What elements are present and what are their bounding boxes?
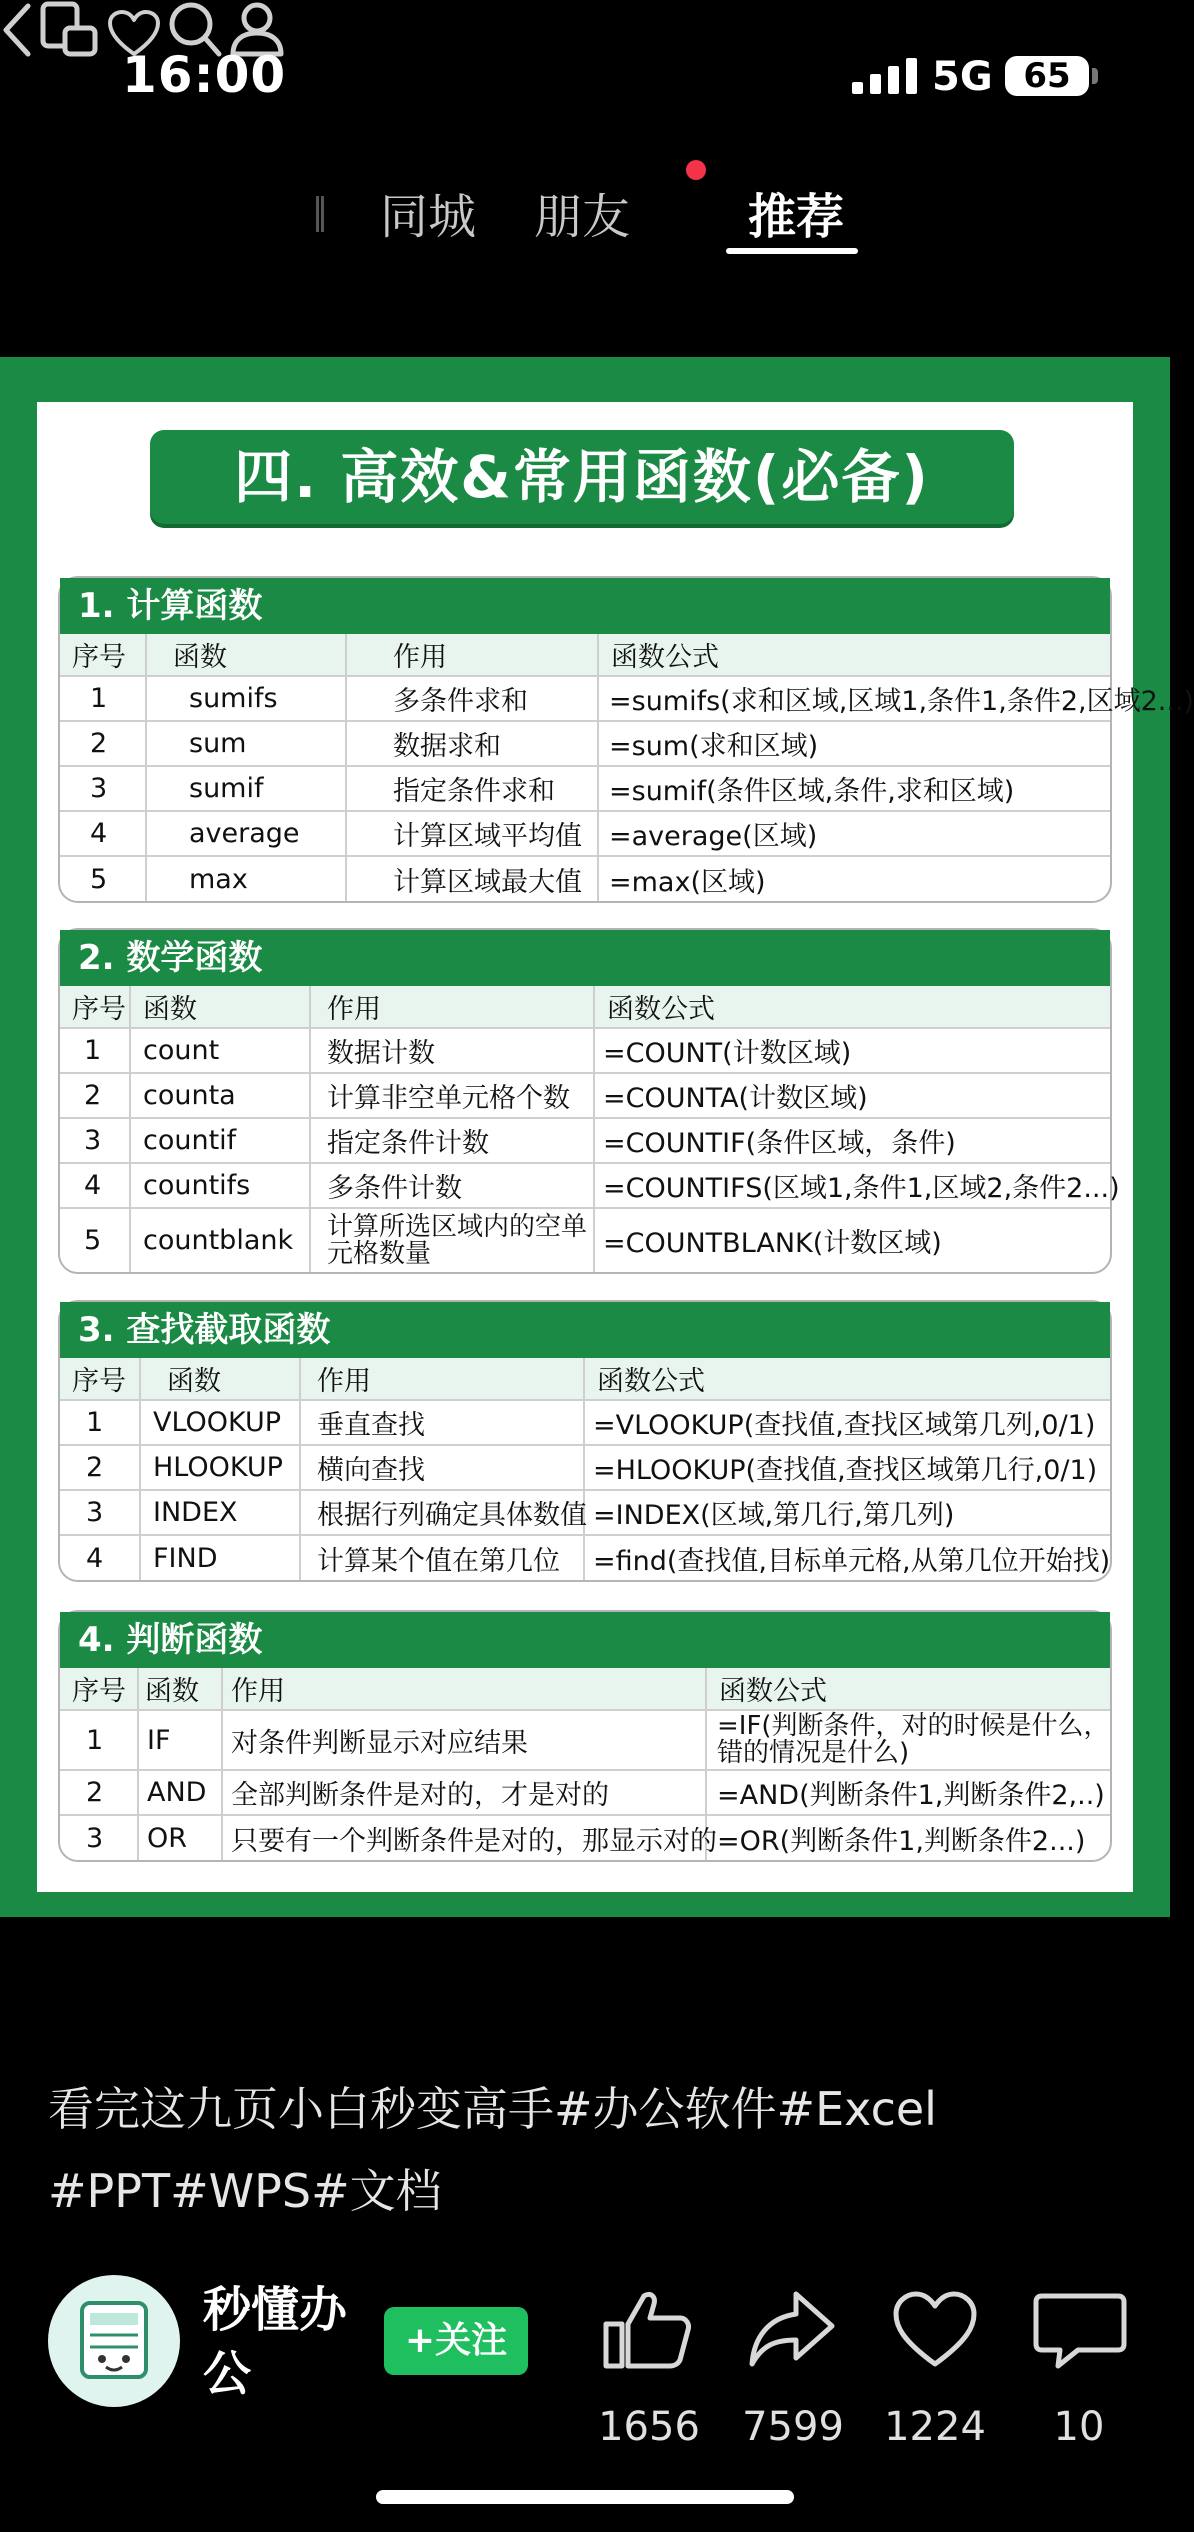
cell-formula: =sumif(条件区域,条件,求和区域) <box>598 766 1110 811</box>
function-table <box>60 1358 1110 1580</box>
cell-formula: =sum(求和区域) <box>598 721 1110 766</box>
col-header: 函数公式 <box>598 634 1110 676</box>
share-icon <box>728 2286 858 2372</box>
function-table <box>60 986 1120 1272</box>
cell-index: 2 <box>60 1770 138 1815</box>
col-header: 函数 <box>146 634 346 676</box>
cell-index: 3 <box>60 1490 140 1535</box>
cell-index: 1 <box>60 676 146 721</box>
cell-purpose: 只要有一个判断条件是对的，那显示对的 <box>222 1815 706 1860</box>
share-count: 7599 <box>742 2404 844 2450</box>
home-indicator[interactable] <box>376 2490 794 2504</box>
cell-formula: =sumifs(求和区域,区域1,条件1,条件2,区域2...) <box>598 676 1110 721</box>
favorite-icon <box>870 2286 1000 2372</box>
cell-purpose: 全部判断条件是对的，才是对的 <box>222 1770 706 1815</box>
author-name[interactable]: 秒懂办公 <box>203 2282 348 2402</box>
section-heading: 1. 计算函数 <box>60 578 1110 634</box>
cell-function: IF <box>138 1710 222 1770</box>
cell-index: 1 <box>60 1710 138 1770</box>
follow-button[interactable]: +关注 <box>384 2307 528 2375</box>
cell-index: 5 <box>60 856 146 901</box>
like-button[interactable] <box>584 2286 714 2450</box>
cell-purpose: 对条件判断显示对应结果 <box>222 1710 706 1770</box>
cell-formula: =COUNTIF(条件区域，条件) <box>594 1118 1110 1163</box>
cell-index: 1 <box>60 1028 130 1073</box>
battery-icon: 65 <box>1005 56 1089 96</box>
table-row <box>60 721 1110 766</box>
cell-formula: =find(查找值,目标单元格,从第几位开始找) <box>593 1545 1111 1577</box>
table-row <box>60 1490 1110 1535</box>
cell-index: 2 <box>60 721 146 766</box>
status-time: 16:00 <box>122 46 287 104</box>
cell-purpose: 数据计数 <box>310 1028 594 1073</box>
cell-formula: =COUNTBLANK(计数区域) <box>603 1228 942 1259</box>
tab-recommend[interactable]: 推荐 <box>748 189 845 245</box>
cell-index: 3 <box>60 1815 138 1860</box>
col-header: 函数公式 <box>706 1668 1110 1710</box>
cell-function: AND <box>138 1770 222 1815</box>
table-row <box>60 1028 1110 1073</box>
cell-purpose: 根据行列确定具体数值 <box>300 1490 584 1535</box>
cell-function: OR <box>138 1815 222 1860</box>
table-row <box>60 1118 1110 1163</box>
notification-dot <box>686 160 706 180</box>
comment-count: 10 <box>1053 2404 1105 2450</box>
cell-formula: =average(区域) <box>598 811 1110 856</box>
table-row <box>60 1710 1110 1770</box>
cell-purpose: 多条件计数 <box>310 1163 594 1208</box>
post-caption[interactable]: 看完这九页小白秒变高手#办公软件#Excel #PPT#WPS#文档 <box>48 2082 937 2218</box>
comment-button[interactable] <box>1014 2286 1144 2450</box>
cell-index: 5 <box>60 1208 130 1272</box>
tab-local[interactable]: 同城 <box>380 189 477 245</box>
cell-function: countblank <box>130 1208 310 1272</box>
table-row <box>60 1073 1110 1118</box>
cell-index: 4 <box>60 1163 130 1208</box>
cell-index: 2 <box>60 1445 140 1490</box>
cell-index: 3 <box>60 766 146 811</box>
favorite-button[interactable] <box>870 2286 1000 2450</box>
cell-function: max <box>146 856 346 901</box>
col-header: 序号 <box>60 1668 138 1710</box>
col-header: 作用 <box>310 986 594 1028</box>
cell-purpose: 计算所选区域内的空单元格数量 <box>310 1208 594 1272</box>
col-header: 序号 <box>60 986 130 1028</box>
table-row <box>60 811 1110 856</box>
col-header: 序号 <box>60 634 146 676</box>
avatar[interactable] <box>48 2275 180 2407</box>
poster-title: 四. 高效&常用函数(必备) <box>150 430 1014 524</box>
cell-index: 3 <box>60 1118 130 1163</box>
like-count: 1656 <box>598 2404 700 2450</box>
col-header: 作用 <box>300 1358 584 1400</box>
table-row <box>60 1770 1110 1815</box>
col-header: 函数 <box>138 1668 222 1710</box>
col-header: 作用 <box>346 634 598 676</box>
table-row <box>60 1445 1110 1490</box>
cell-formula: =IF(判断条件，对的时候是什么，错的情况是什么) <box>706 1710 1110 1770</box>
cell-purpose: 计算非空单元格个数 <box>310 1073 594 1118</box>
table-row <box>60 1815 1110 1860</box>
section-lookup-functions <box>58 1300 1112 1582</box>
cell-purpose: 数据求和 <box>346 721 598 766</box>
col-header: 函数公式 <box>584 1358 1110 1400</box>
cell-function: countifs <box>130 1163 310 1208</box>
cell-purpose: 多条件求和 <box>346 676 598 721</box>
cell-formula: =AND(判断条件1,判断条件2,..) <box>706 1770 1110 1815</box>
cell-purpose: 指定条件计数 <box>310 1118 594 1163</box>
cell-function: sumif <box>146 766 346 811</box>
active-tab-indicator <box>726 248 858 254</box>
favorite-count: 1224 <box>884 2404 986 2450</box>
like-icon <box>584 2286 714 2372</box>
table-row <box>60 1400 1110 1445</box>
col-header: 序号 <box>60 1358 140 1400</box>
cell-function: FIND <box>140 1535 300 1580</box>
cell-formula: =OR(判断条件1,判断条件2...) <box>717 1825 1086 1857</box>
cell-purpose: 指定条件求和 <box>346 766 598 811</box>
table-row <box>60 856 1110 901</box>
function-table <box>60 634 1194 901</box>
cell-index: 1 <box>60 1400 140 1445</box>
section-calc-functions <box>58 576 1194 903</box>
cell-formula: =COUNTA(计数区域) <box>594 1073 1110 1118</box>
col-header: 函数 <box>140 1358 300 1400</box>
status-bar <box>0 0 1170 150</box>
comment-icon <box>1014 2286 1144 2372</box>
col-header: 函数公式 <box>594 986 1110 1028</box>
battery-tip <box>1092 68 1098 84</box>
col-header: 作用 <box>222 1668 706 1710</box>
cell-function: INDEX <box>140 1490 300 1535</box>
cell-formula: =VLOOKUP(查找值,查找区域第几列,0/1) <box>584 1400 1110 1445</box>
cell-formula: =INDEX(区域,第几行,第几列) <box>584 1490 1110 1535</box>
cell-function: VLOOKUP <box>140 1400 300 1445</box>
share-button[interactable] <box>728 2286 858 2450</box>
section-math-functions <box>58 928 1120 1274</box>
cell-index: 2 <box>60 1073 130 1118</box>
cell-purpose: 垂直查找 <box>300 1400 584 1445</box>
table-row <box>60 676 1110 721</box>
table-row <box>60 1163 1110 1208</box>
function-table <box>60 1668 1110 1860</box>
section-heading: 3. 查找截取函数 <box>60 1302 1110 1358</box>
cell-function: HLOOKUP <box>140 1445 300 1490</box>
cell-function: sum <box>146 721 346 766</box>
cell-function: countif <box>130 1118 310 1163</box>
signal-icon <box>852 58 918 94</box>
cell-purpose: 横向查找 <box>300 1445 584 1490</box>
avatar-icon <box>48 2275 180 2407</box>
table-row <box>60 766 1110 811</box>
cell-formula: =COUNTIFS(区域1,条件1,区域2,条件2...) <box>594 1163 1110 1208</box>
cell-function: sumifs <box>146 676 346 721</box>
cell-function: average <box>146 811 346 856</box>
cell-formula: =max(区域) <box>609 866 766 898</box>
cell-purpose: 计算区域平均值 <box>346 811 598 856</box>
cell-formula: =HLOOKUP(查找值,查找区域第几行,0/1) <box>584 1445 1110 1490</box>
cell-purpose: 计算某个值在第几位 <box>300 1535 584 1580</box>
table-row <box>60 1535 1110 1580</box>
network-label: 5G <box>932 54 993 100</box>
section-logic-functions <box>58 1610 1112 1862</box>
cell-index: 4 <box>60 1535 140 1580</box>
tab-friends[interactable]: 朋友 <box>534 189 631 245</box>
tab-divider-icon <box>316 196 324 232</box>
cell-purpose: 计算区域最大值 <box>346 856 598 901</box>
section-heading: 2. 数学函数 <box>60 930 1110 986</box>
col-header: 函数 <box>130 986 310 1028</box>
section-heading: 4. 判断函数 <box>60 1612 1110 1668</box>
cell-function: counta <box>130 1073 310 1118</box>
cell-formula: =COUNT(计数区域) <box>594 1028 1110 1073</box>
cell-function: count <box>130 1028 310 1073</box>
cell-index: 4 <box>60 811 146 856</box>
table-row <box>60 1208 1110 1272</box>
